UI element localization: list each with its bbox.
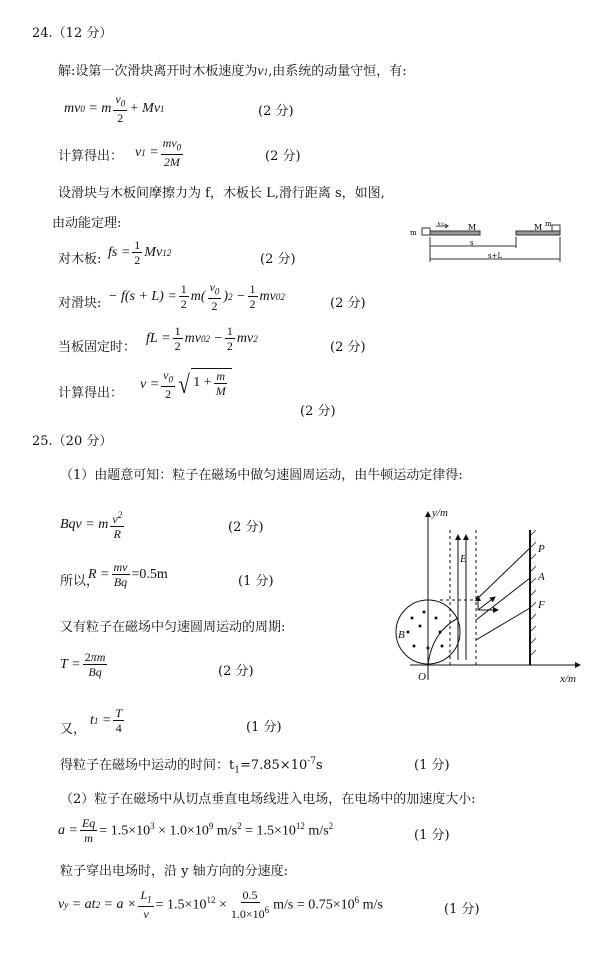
q25-r-score: (1 分) (238, 574, 274, 589)
q25-field-diagram (380, 500, 600, 690)
q24-energy-text: 由动能定理: (52, 216, 122, 231)
q25-B-label: B (398, 629, 405, 641)
q25-part2-text: （2）粒子在磁场中从切点垂直电场线进入电场，在电场中的加速度大小: (60, 792, 476, 807)
q25-vy-equation: v y = at 2 = a × $\frac{L_1}{v}$ = $1.5\times 10^{12}$ × $\frac{0.5}{1.0\times 10^6}$ $m/s = 0.75\times 10^6$ m/s (58, 888, 383, 922)
q24-calc-label: 计算得出： (58, 149, 124, 164)
q24-eq1-score: (2 分) (258, 104, 294, 119)
q24-block-left (422, 228, 430, 235)
q25-so-label: 所以， (60, 574, 100, 589)
q24-M-left-label: M (468, 223, 477, 232)
q25-t-score: (2 分) (218, 664, 254, 679)
q24-block-label: 对滑块: (58, 296, 102, 311)
q25-origin-label: O (418, 671, 426, 683)
q25-x-label: x/m (560, 673, 576, 685)
q24-m-right-label: m (545, 222, 552, 228)
q24-block-right (552, 225, 560, 231)
q24-board-diagram (408, 222, 568, 268)
q24-v0-label: V₀ (437, 222, 444, 227)
q24-block-score: (2 分) (330, 296, 366, 311)
q25-period-text: 又有粒子在磁场中匀速圆周运动的周期: (60, 620, 286, 635)
q24-result-score: (2 分) (300, 404, 336, 419)
q25-A-label: A (538, 571, 545, 583)
q25-F-label: F (538, 599, 545, 611)
q25-time-result: 得粒子在磁场中运动的时间：$t_1=7.85\times 10^{-7}s$ (60, 756, 323, 776)
q24-m-left-label: m (410, 229, 417, 237)
q24-fixed-equation: fL = $\frac{1}{2}$ mv 0 2 − $\frac{1}{2}$ mv 2 (146, 324, 258, 353)
q24-fixed-label: 当板固定时： (58, 340, 137, 355)
q25-radius-equation: R = $\frac{mv}{Bq}$ =0.5m (88, 560, 168, 589)
q25-y-label: y/m (432, 507, 448, 519)
q24-intro: 解:设第一次滑块离开时木板速度为v 1 ,由系统的动量守恒，有: (58, 64, 407, 79)
q24-block-equation: − f(s + L) = $\frac{1}{2}$ m( $\frac{v_0}{2}$ ) 2 − $\frac{1}{2}$ mv 0 2 (108, 280, 285, 314)
q24-v1-equation: v 1 = $\frac{mv_0}{2M}$ (135, 136, 182, 170)
q25-also-label: 又， (60, 722, 87, 737)
q24-result-equation: v = $\frac{v_0}{2}$ √ 1 + $\frac{m}{M}$ (140, 368, 232, 401)
q24-friction-text: 设滑块与木板间摩擦力为 f，木板长 L,滑行距离 s，如图, (58, 186, 385, 201)
q25-path-bottom (476, 608, 530, 640)
q25-arc-path (428, 618, 458, 665)
q24-eq2-score: (2 分) (265, 149, 301, 164)
q25-t1-score: (1 分) (246, 720, 282, 735)
q24-board-score: (2 分) (260, 252, 296, 267)
q25-P-label: P (538, 543, 545, 555)
q24-board-equation: fs = $\frac{1}{2}$ Mv 1 2 (108, 238, 172, 267)
q24-fixed-score: (2 分) (330, 340, 366, 355)
q25-vy-score: (1 分) (444, 902, 480, 917)
q24-sL-label: s+L (488, 252, 503, 260)
q25-acceleration-equation: a = $\frac{Eq}{m}$ = $1.5\times 10^3 \times 1.0\times 10^9$ $m/s^2 = 1.5\times 10^{12}$ $m/s^2$ (58, 816, 334, 845)
q25-t1-equation: t 1 = $\frac{T}{4}$ (90, 706, 123, 735)
q25-time-score: (1 分) (414, 758, 450, 773)
q25-header: 25.（20 分） (32, 434, 113, 449)
q24-board-label: 对木板: (58, 252, 102, 267)
q25-vy-text: 粒子穿出电场时，沿 y 轴方向的分速度: (60, 864, 288, 879)
q25-period-equation: T = $\frac{2\pi m}{Bq}$ (60, 650, 106, 679)
q25-force-equation: Bqv = m $\frac{v^2}{R}$ (60, 510, 123, 541)
q25-eq1-score: (2 分) (228, 520, 264, 535)
q25-path-top (476, 548, 530, 600)
q25-E-label: E (460, 553, 467, 565)
q25-a-score: (1 分) (414, 828, 450, 843)
q24-result-label: 计算得出： (58, 386, 124, 401)
q24-header: 24.（12 分） (32, 26, 113, 41)
q25-field-dots (407, 611, 444, 650)
q24-s-label: s (470, 239, 474, 247)
q25-part1-text: （1）由题意可知：粒子在磁场中做匀速圆周运动，由牛顿运动定律得: (60, 468, 463, 483)
q24-M-right-label: M (534, 223, 543, 232)
q24-momentum-equation: mv 0 = m $\frac{v_0}{2}$ + Mv 1 (64, 92, 165, 126)
q25-path-mid (476, 578, 530, 620)
